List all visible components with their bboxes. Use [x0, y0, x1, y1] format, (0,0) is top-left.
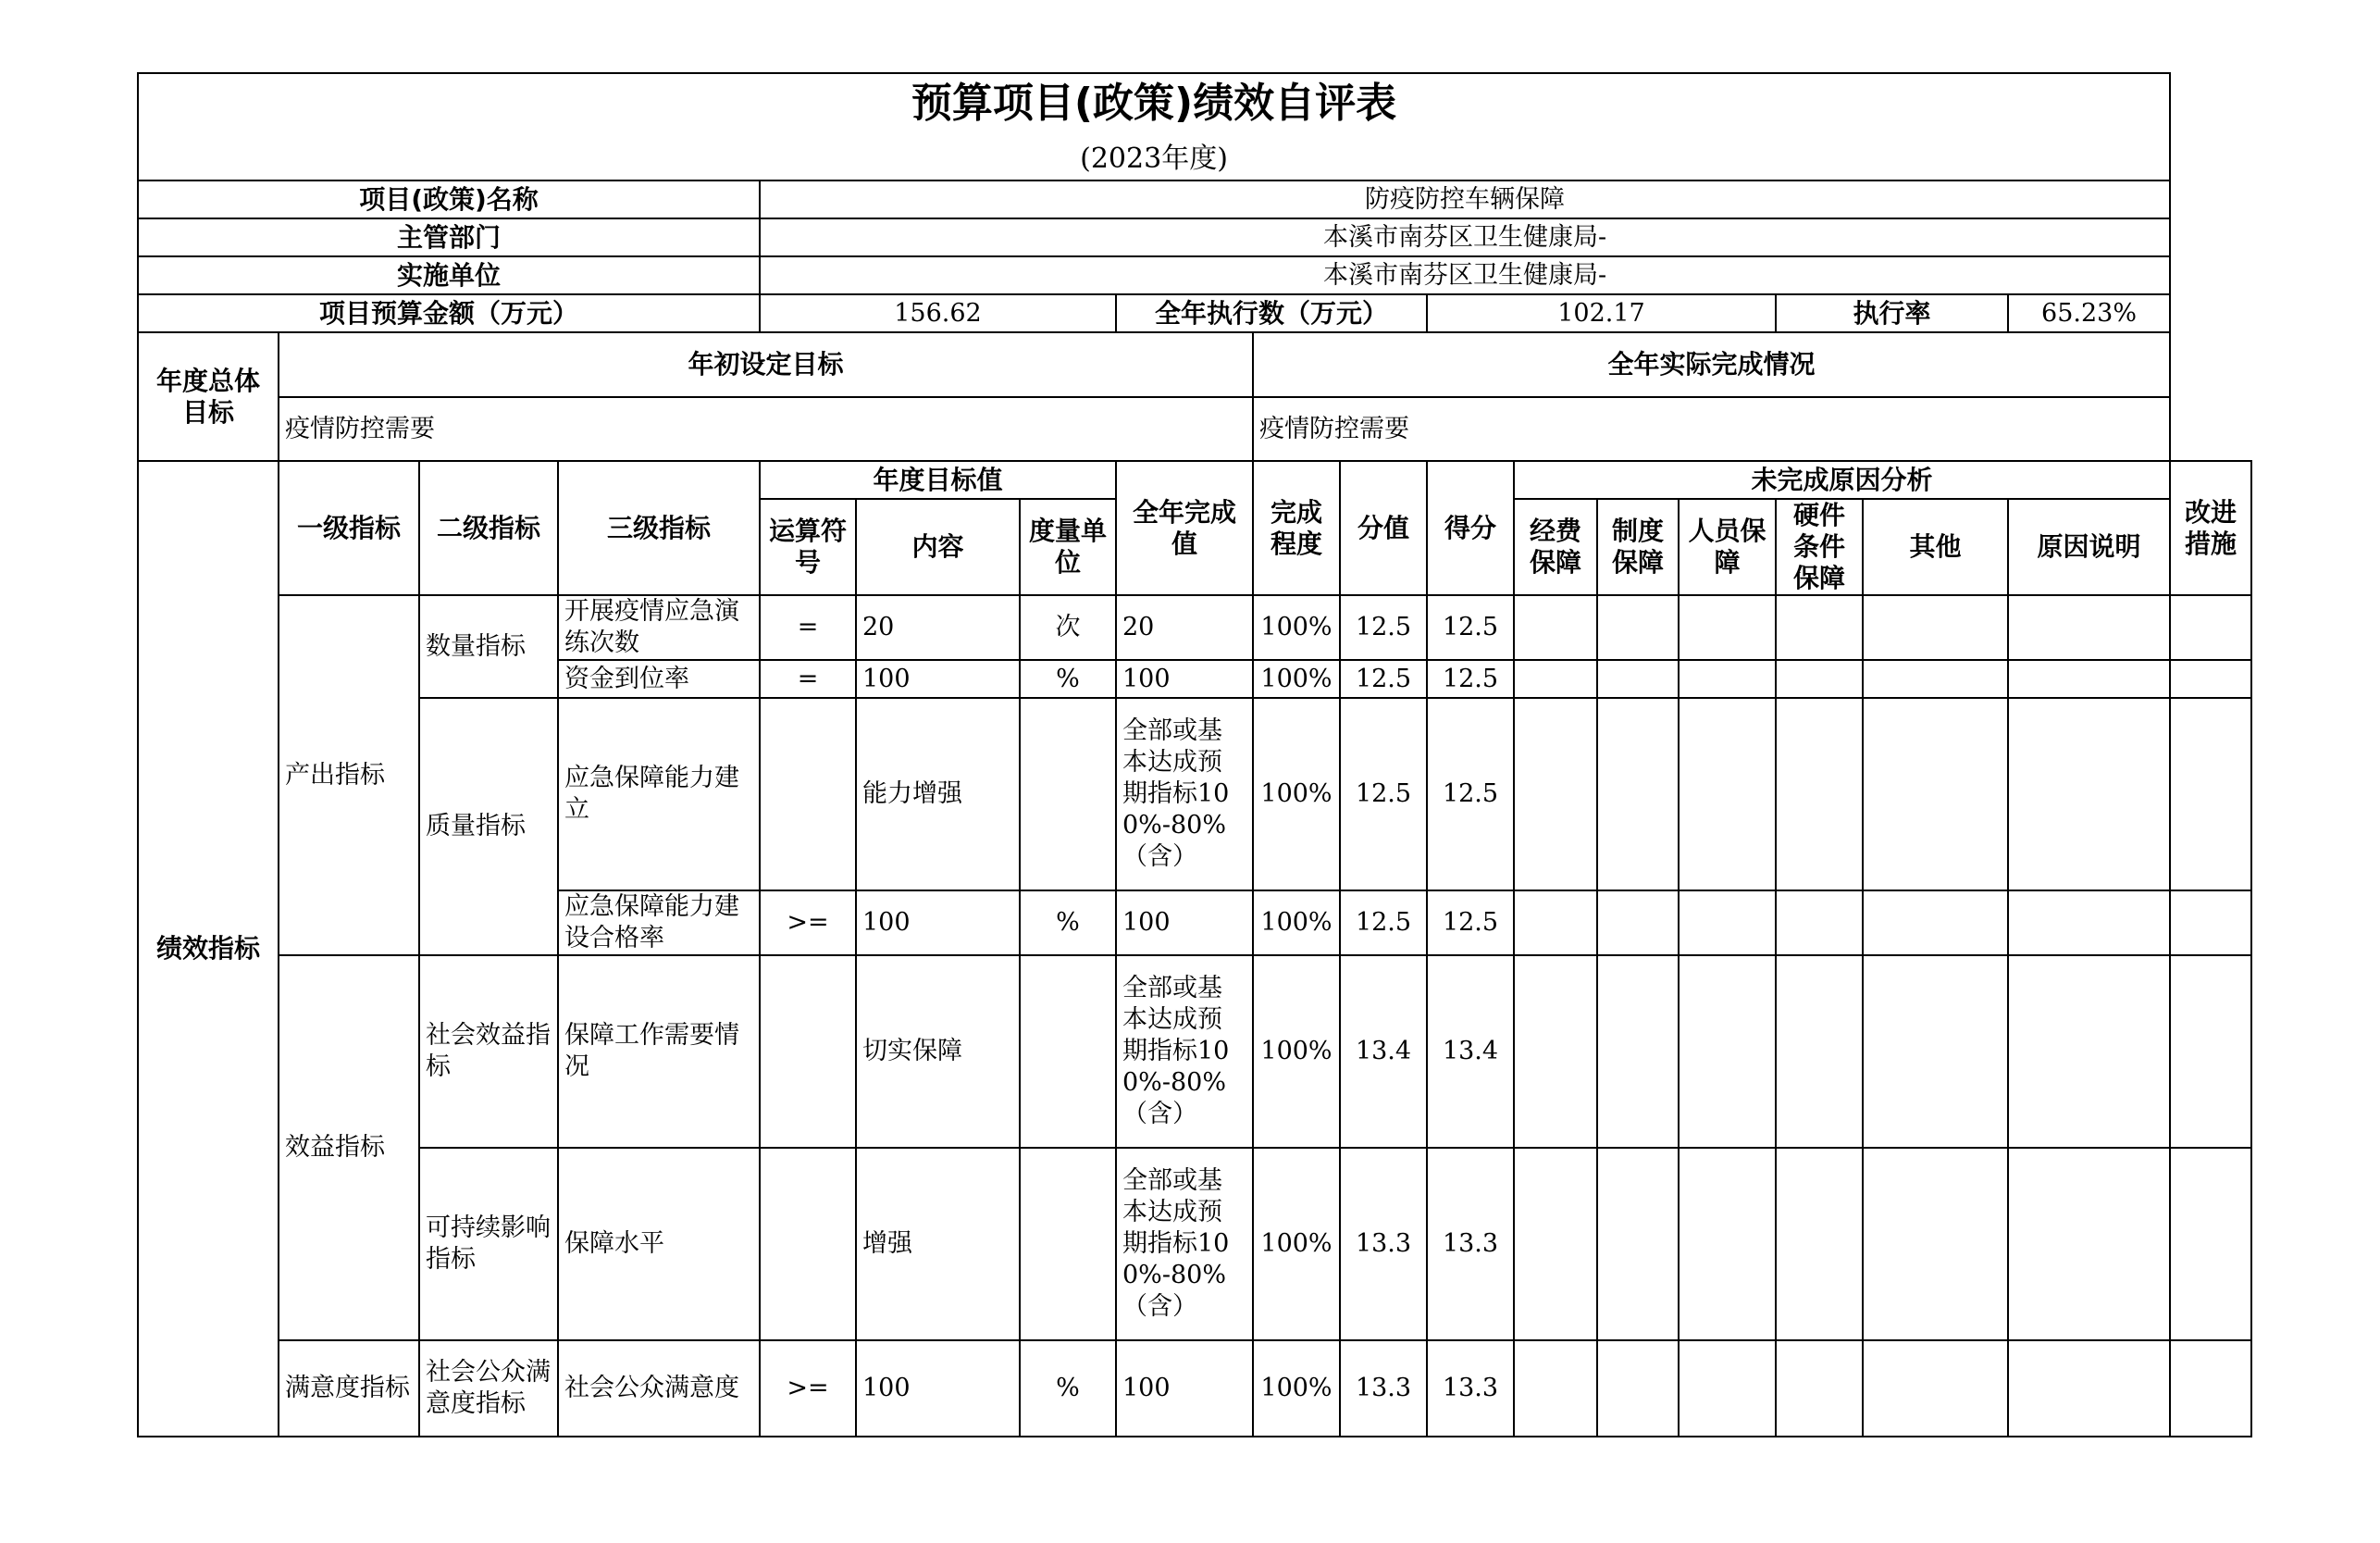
empty-cell	[1597, 698, 1679, 890]
empty-cell	[2170, 890, 2251, 955]
row-unit	[1020, 698, 1116, 890]
row-name: 社会公众满意度	[558, 1340, 760, 1437]
empty-cell	[1679, 1340, 1776, 1437]
row-unit	[1020, 1148, 1116, 1340]
row-operator: =	[760, 595, 856, 660]
title-cell	[138, 73, 2170, 139]
row-degree: 100%	[1253, 890, 1340, 955]
empty-cell	[1514, 595, 1597, 660]
empty-cell	[1514, 890, 1597, 955]
header-level3: 三级指标	[558, 461, 760, 595]
row-unit: %	[1020, 890, 1116, 955]
goal-actual-header: 全年实际完成情况	[1253, 332, 2170, 397]
evaluation-sheet	[137, 72, 2252, 1437]
row-score: 13.4	[1340, 955, 1427, 1148]
evaluation-table	[137, 72, 2252, 1437]
empty-cell	[1514, 698, 1597, 890]
header-level1: 一级指标	[279, 461, 419, 595]
row-content: 切实保障	[856, 955, 1020, 1148]
row-actual: 100	[1116, 660, 1253, 698]
empty-cell	[1597, 890, 1679, 955]
goal-actual-text: 疫情防控需要	[1253, 397, 2170, 461]
dept-label: 主管部门	[138, 218, 760, 256]
empty-cell	[1863, 1148, 2008, 1340]
empty-cell	[1863, 660, 2008, 698]
row-unit: 次	[1020, 595, 1116, 660]
row-operator	[760, 1148, 856, 1340]
rate-value: 65.23%	[2008, 294, 2170, 332]
dept-value: 本溪市南芬区卫生健康局-	[760, 218, 2170, 256]
empty-cell	[1679, 595, 1776, 660]
empty-cell	[1863, 595, 2008, 660]
row-content: 20	[856, 595, 1020, 660]
empty-cell	[1514, 1340, 1597, 1437]
row-score: 13.3	[1340, 1340, 1427, 1437]
empty-cell	[1597, 955, 1679, 1148]
page-title: 预算项目(政策)绩效自评表	[911, 80, 1397, 127]
row-score: 13.3	[1340, 1148, 1427, 1340]
header-personnel: 人员保障	[1679, 499, 1776, 595]
empty-cell	[1679, 890, 1776, 955]
empty-cell	[2170, 955, 2251, 1148]
header-improve: 改进措施	[2170, 461, 2251, 595]
row-name: 应急保障能力建设合格率	[558, 890, 760, 955]
budget-value: 156.62	[760, 294, 1116, 332]
row-score: 12.5	[1340, 698, 1427, 890]
row-degree: 100%	[1253, 698, 1340, 890]
empty-cell	[1597, 1148, 1679, 1340]
empty-cell	[1679, 698, 1776, 890]
header-level2: 二级指标	[419, 461, 558, 595]
group-quality: 质量指标	[419, 698, 558, 955]
row-content: 100	[856, 890, 1020, 955]
row-content: 能力增强	[856, 698, 1020, 890]
row-name: 保障工作需要情况	[558, 955, 760, 1148]
empty-cell	[1863, 955, 2008, 1148]
project-name-label: 项目(政策)名称	[138, 180, 760, 218]
empty-cell	[1679, 1148, 1776, 1340]
row-operator: >=	[760, 1340, 856, 1437]
empty-cell	[1597, 595, 1679, 660]
empty-cell	[2170, 595, 2251, 660]
empty-cell	[2170, 660, 2251, 698]
empty-cell	[2170, 698, 2251, 890]
goal-initial-text: 疫情防控需要	[279, 397, 1253, 461]
row-content: 增强	[856, 1148, 1020, 1340]
empty-cell	[2008, 1148, 2170, 1340]
header-unit: 度量单位	[1020, 499, 1116, 595]
row-actual: 20	[1116, 595, 1253, 660]
header-score: 分值	[1340, 461, 1427, 595]
row-actual: 全部或基本达成预期指标100%-80%（含）	[1116, 1148, 1253, 1340]
goal-section-label: 年度总体目标	[138, 332, 279, 461]
empty-cell	[2170, 1148, 2251, 1340]
row-unit: %	[1020, 1340, 1116, 1437]
header-other: 其他	[1863, 499, 2008, 595]
empty-cell	[1597, 1340, 1679, 1437]
group-public: 社会公众满意度指标	[419, 1340, 558, 1437]
empty-cell	[1776, 1148, 1863, 1340]
header-actual: 全年完成值	[1116, 461, 1253, 595]
header-reason-group: 未完成原因分析	[1514, 461, 2170, 499]
empty-cell	[1776, 698, 1863, 890]
row-name: 保障水平	[558, 1148, 760, 1340]
empty-cell	[1679, 660, 1776, 698]
row-operator	[760, 698, 856, 890]
row-unit	[1020, 955, 1116, 1148]
row-degree: 100%	[1253, 1148, 1340, 1340]
rate-label: 执行率	[1776, 294, 2008, 332]
row-operator: =	[760, 660, 856, 698]
empty-cell	[1514, 1148, 1597, 1340]
row-got: 13.3	[1427, 1340, 1514, 1437]
empty-cell	[1863, 890, 2008, 955]
row-actual: 100	[1116, 890, 1253, 955]
empty-cell	[2008, 1340, 2170, 1437]
row-got: 12.5	[1427, 660, 1514, 698]
perf-label: 绩效指标	[138, 461, 279, 1437]
row-got: 13.4	[1427, 955, 1514, 1148]
row-operator: >=	[760, 890, 856, 955]
budget-label: 项目预算金额（万元）	[138, 294, 760, 332]
row-name: 应急保障能力建立	[558, 698, 760, 890]
empty-cell	[1514, 955, 1597, 1148]
impl-value: 本溪市南芬区卫生健康局-	[760, 256, 2170, 294]
empty-cell	[1863, 698, 2008, 890]
empty-cell	[1776, 660, 1863, 698]
row-actual: 全部或基本达成预期指标100%-80%（含）	[1116, 698, 1253, 890]
row-score: 12.5	[1340, 595, 1427, 660]
goal-initial-header: 年初设定目标	[279, 332, 1253, 397]
header-funding: 经费保障	[1514, 499, 1597, 595]
header-got: 得分	[1427, 461, 1514, 595]
empty-cell	[2008, 660, 2170, 698]
row-score: 12.5	[1340, 660, 1427, 698]
row-actual: 100	[1116, 1340, 1253, 1437]
row-degree: 100%	[1253, 595, 1340, 660]
row-degree: 100%	[1253, 1340, 1340, 1437]
header-explain: 原因说明	[2008, 499, 2170, 595]
row-unit: %	[1020, 660, 1116, 698]
row-got: 12.5	[1427, 698, 1514, 890]
empty-cell	[2008, 955, 2170, 1148]
row-got: 12.5	[1427, 595, 1514, 660]
header-target-group: 年度目标值	[760, 461, 1116, 499]
group-benefit: 效益指标	[279, 955, 419, 1340]
exec-label: 全年执行数（万元）	[1116, 294, 1427, 332]
empty-cell	[1679, 955, 1776, 1148]
exec-value: 102.17	[1427, 294, 1776, 332]
header-degree: 完成程度	[1253, 461, 1340, 595]
header-content: 内容	[856, 499, 1020, 595]
header-system: 制度保障	[1597, 499, 1679, 595]
empty-cell	[2008, 698, 2170, 890]
row-name: 开展疫情应急演练次数	[558, 595, 760, 660]
group-output: 产出指标	[279, 595, 419, 955]
row-score: 12.5	[1340, 890, 1427, 955]
row-content: 100	[856, 660, 1020, 698]
row-degree: 100%	[1253, 660, 1340, 698]
project-name-value: 防疫防控车辆保障	[760, 180, 2170, 218]
row-got: 13.3	[1427, 1148, 1514, 1340]
year-label: (2023年度)	[138, 139, 2170, 180]
empty-cell	[2008, 595, 2170, 660]
row-content: 100	[856, 1340, 1020, 1437]
row-operator	[760, 955, 856, 1148]
empty-cell	[1597, 660, 1679, 698]
empty-cell	[2008, 890, 2170, 955]
row-actual: 全部或基本达成预期指标100%-80%（含）	[1116, 955, 1253, 1148]
empty-cell	[1514, 660, 1597, 698]
group-sustain: 可持续影响指标	[419, 1148, 558, 1340]
empty-cell	[1863, 1340, 2008, 1437]
row-degree: 100%	[1253, 955, 1340, 1148]
empty-cell	[1776, 955, 1863, 1148]
empty-cell	[1776, 595, 1863, 660]
empty-cell	[1776, 890, 1863, 955]
empty-cell	[1776, 1340, 1863, 1437]
impl-label: 实施单位	[138, 256, 760, 294]
group-satisfaction: 满意度指标	[279, 1340, 419, 1437]
header-operator: 运算符号	[760, 499, 856, 595]
header-hardware: 硬件条件保障	[1776, 499, 1863, 595]
empty-cell	[2170, 1340, 2251, 1437]
row-name: 资金到位率	[558, 660, 760, 698]
group-quantity: 数量指标	[419, 595, 558, 698]
group-social: 社会效益指标	[419, 955, 558, 1148]
row-got: 12.5	[1427, 890, 1514, 955]
